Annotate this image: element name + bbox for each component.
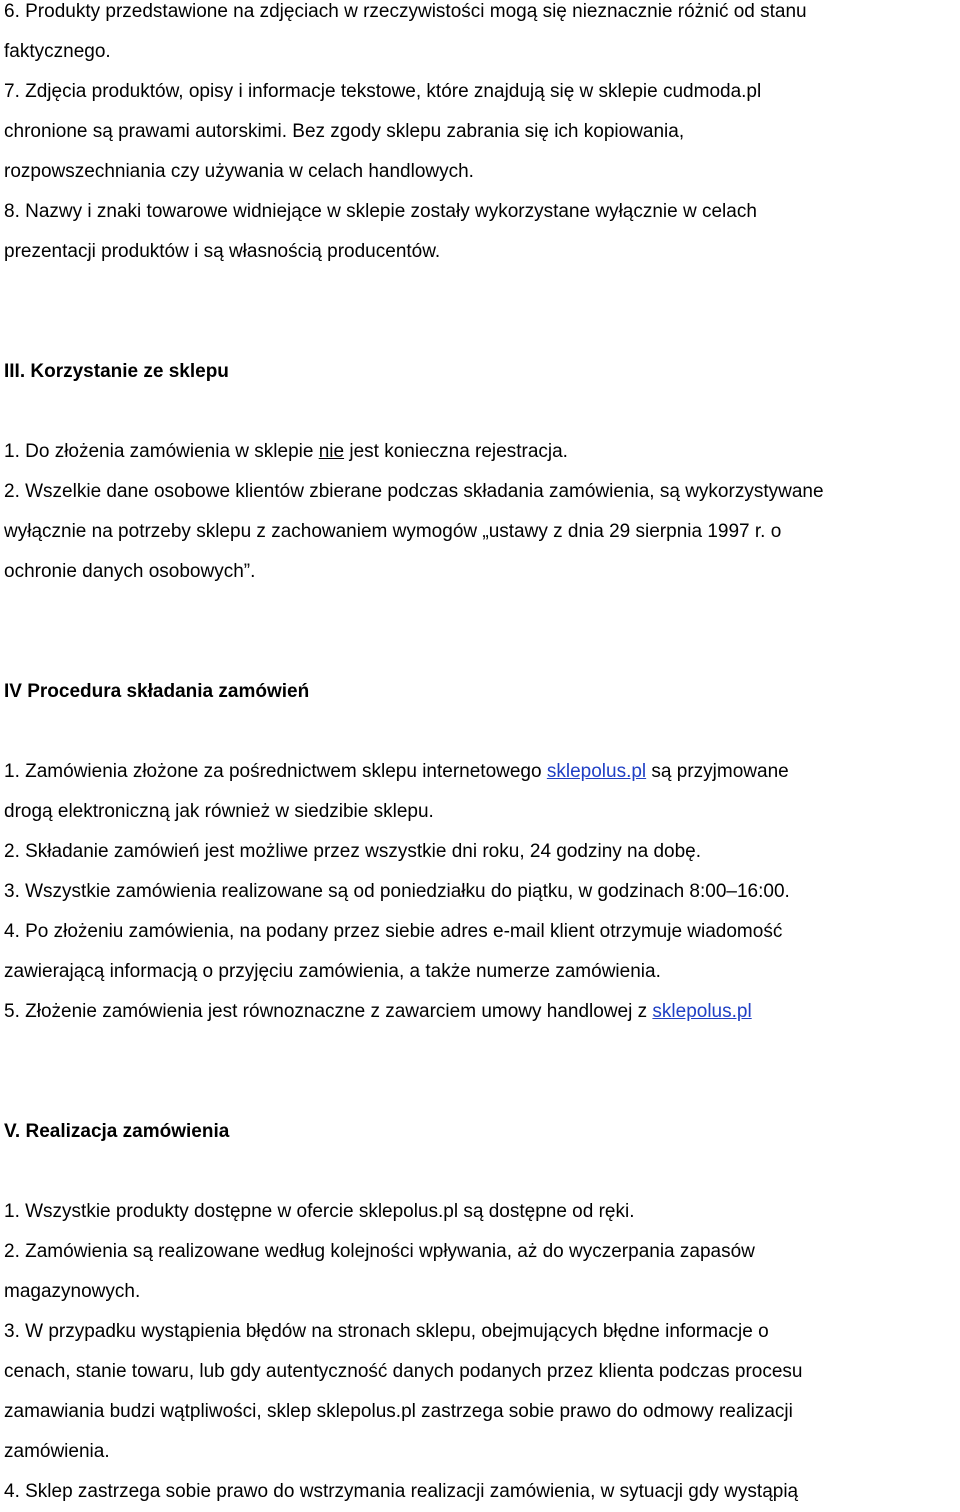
list-item: 4. Po złożeniu zamówienia, na podany przez siebie adres e-mail klient otrzymuje wiadomość bbox=[4, 921, 783, 942]
section-4 bbox=[4, 672, 960, 1032]
list-item: 1. Wszystkie produkty dostępne w ofercie sklepolus.pl są dostępne od ręki. bbox=[4, 1201, 635, 1222]
paragraph-line: 6. Produkty przedstawione na zdjęciach w rzeczywistości mogą się nieznacznie różnić od stanu bbox=[4, 1, 807, 22]
paragraph-line: wyłącznie na potrzeby sklepu z zachowaniem wymogów „ustawy z dnia 29 sierpnia 1997 r. o bbox=[4, 521, 782, 542]
section-heading: IV Procedura składania zamówień bbox=[4, 681, 310, 702]
section-heading: III. Korzystanie ze sklepu bbox=[4, 361, 229, 382]
spacer bbox=[4, 272, 960, 352]
spacer bbox=[4, 592, 960, 672]
list-item: 2. Składanie zamówień jest możliwe przez wszystkie dni roku, 24 godziny na dobę. bbox=[4, 841, 702, 862]
section-heading: V. Realizacja zamówienia bbox=[4, 1121, 230, 1142]
paragraph-line: chronione są prawami autorskimi. Bez zgody sklepu zabrania się ich kopiowania, bbox=[4, 121, 685, 142]
section-3 bbox=[4, 352, 960, 592]
paragraph-line: zamawiania budzi wątpliwości, sklep sklepolus.pl zastrzega sobie prawo do odmowy realizacji bbox=[4, 1401, 793, 1422]
paragraph-line: ochronie danych osobowych”. bbox=[4, 561, 256, 582]
paragraph-line: zawierającą informacją o przyjęciu zamówienia, a także numerze zamówienia. bbox=[4, 961, 661, 982]
underlined-word: nie bbox=[318, 441, 345, 462]
paragraph-line: 7. Zdjęcia produktów, opisy i informacje tekstowe, które znajdują się w sklepie cudmoda.pl bbox=[4, 81, 762, 102]
list-item: 1. Zamówienia złożone za pośrednictwem sklepu internetowego sklepolus.pl są przyjmowane bbox=[4, 761, 789, 782]
sklepolus-link[interactable]: sklepolus.pl bbox=[652, 1001, 752, 1022]
paragraph-line: drogą elektroniczną jak również w siedzibie sklepu. bbox=[4, 801, 434, 822]
spacer bbox=[4, 1032, 960, 1112]
paragraph-line: magazynowych. bbox=[4, 1281, 141, 1302]
list-item: 3. Wszystkie zamówienia realizowane są od poniedziałku do piątku, w godzinach 8:00–16:00. bbox=[4, 881, 790, 902]
section-2-tail bbox=[4, 0, 960, 272]
spacer bbox=[4, 392, 960, 432]
list-item: 2. Wszelkie dane osobowe klientów zbierane podczas składania zamówienia, są wykorzystywane bbox=[4, 481, 824, 502]
paragraph-line: 8. Nazwy i znaki towarowe widniejące w sklepie zostały wykorzystane wyłącznie w celach bbox=[4, 201, 757, 222]
list-item: 2. Zamówienia są realizowane według kolejności wpływania, aż do wyczerpania zapasów bbox=[4, 1241, 755, 1262]
spacer bbox=[4, 1152, 960, 1192]
paragraph-line: rozpowszechniania czy używania w celach handlowych. bbox=[4, 161, 474, 182]
sklepolus-link[interactable]: sklepolus.pl bbox=[546, 761, 647, 782]
list-item: 1. Do złożenia zamówienia w sklepie nie jest konieczna rejestracja. bbox=[4, 441, 568, 462]
section-5 bbox=[4, 1112, 960, 1512]
paragraph-line: prezentacji produktów i są własnością producentów. bbox=[4, 241, 441, 262]
paragraph-line: faktycznego. bbox=[4, 41, 111, 62]
list-item: 3. W przypadku wystąpienia błędów na stronach sklepu, obejmujących błędne informacje o bbox=[4, 1321, 769, 1342]
spacer bbox=[4, 712, 960, 752]
list-item: 4. Sklep zastrzega sobie prawo do wstrzymania realizacji zamówienia, w sytuacji gdy wystąpią bbox=[4, 1481, 799, 1502]
list-item: 5. Złożenie zamówienia jest równoznaczne z zawarciem umowy handlowej z sklepolus.pl bbox=[4, 1001, 752, 1022]
paragraph-line: cenach, stanie towaru, lub gdy autentyczność danych podanych przez klienta podczas procesu bbox=[4, 1361, 803, 1382]
paragraph-line: zamówienia. bbox=[4, 1441, 110, 1462]
